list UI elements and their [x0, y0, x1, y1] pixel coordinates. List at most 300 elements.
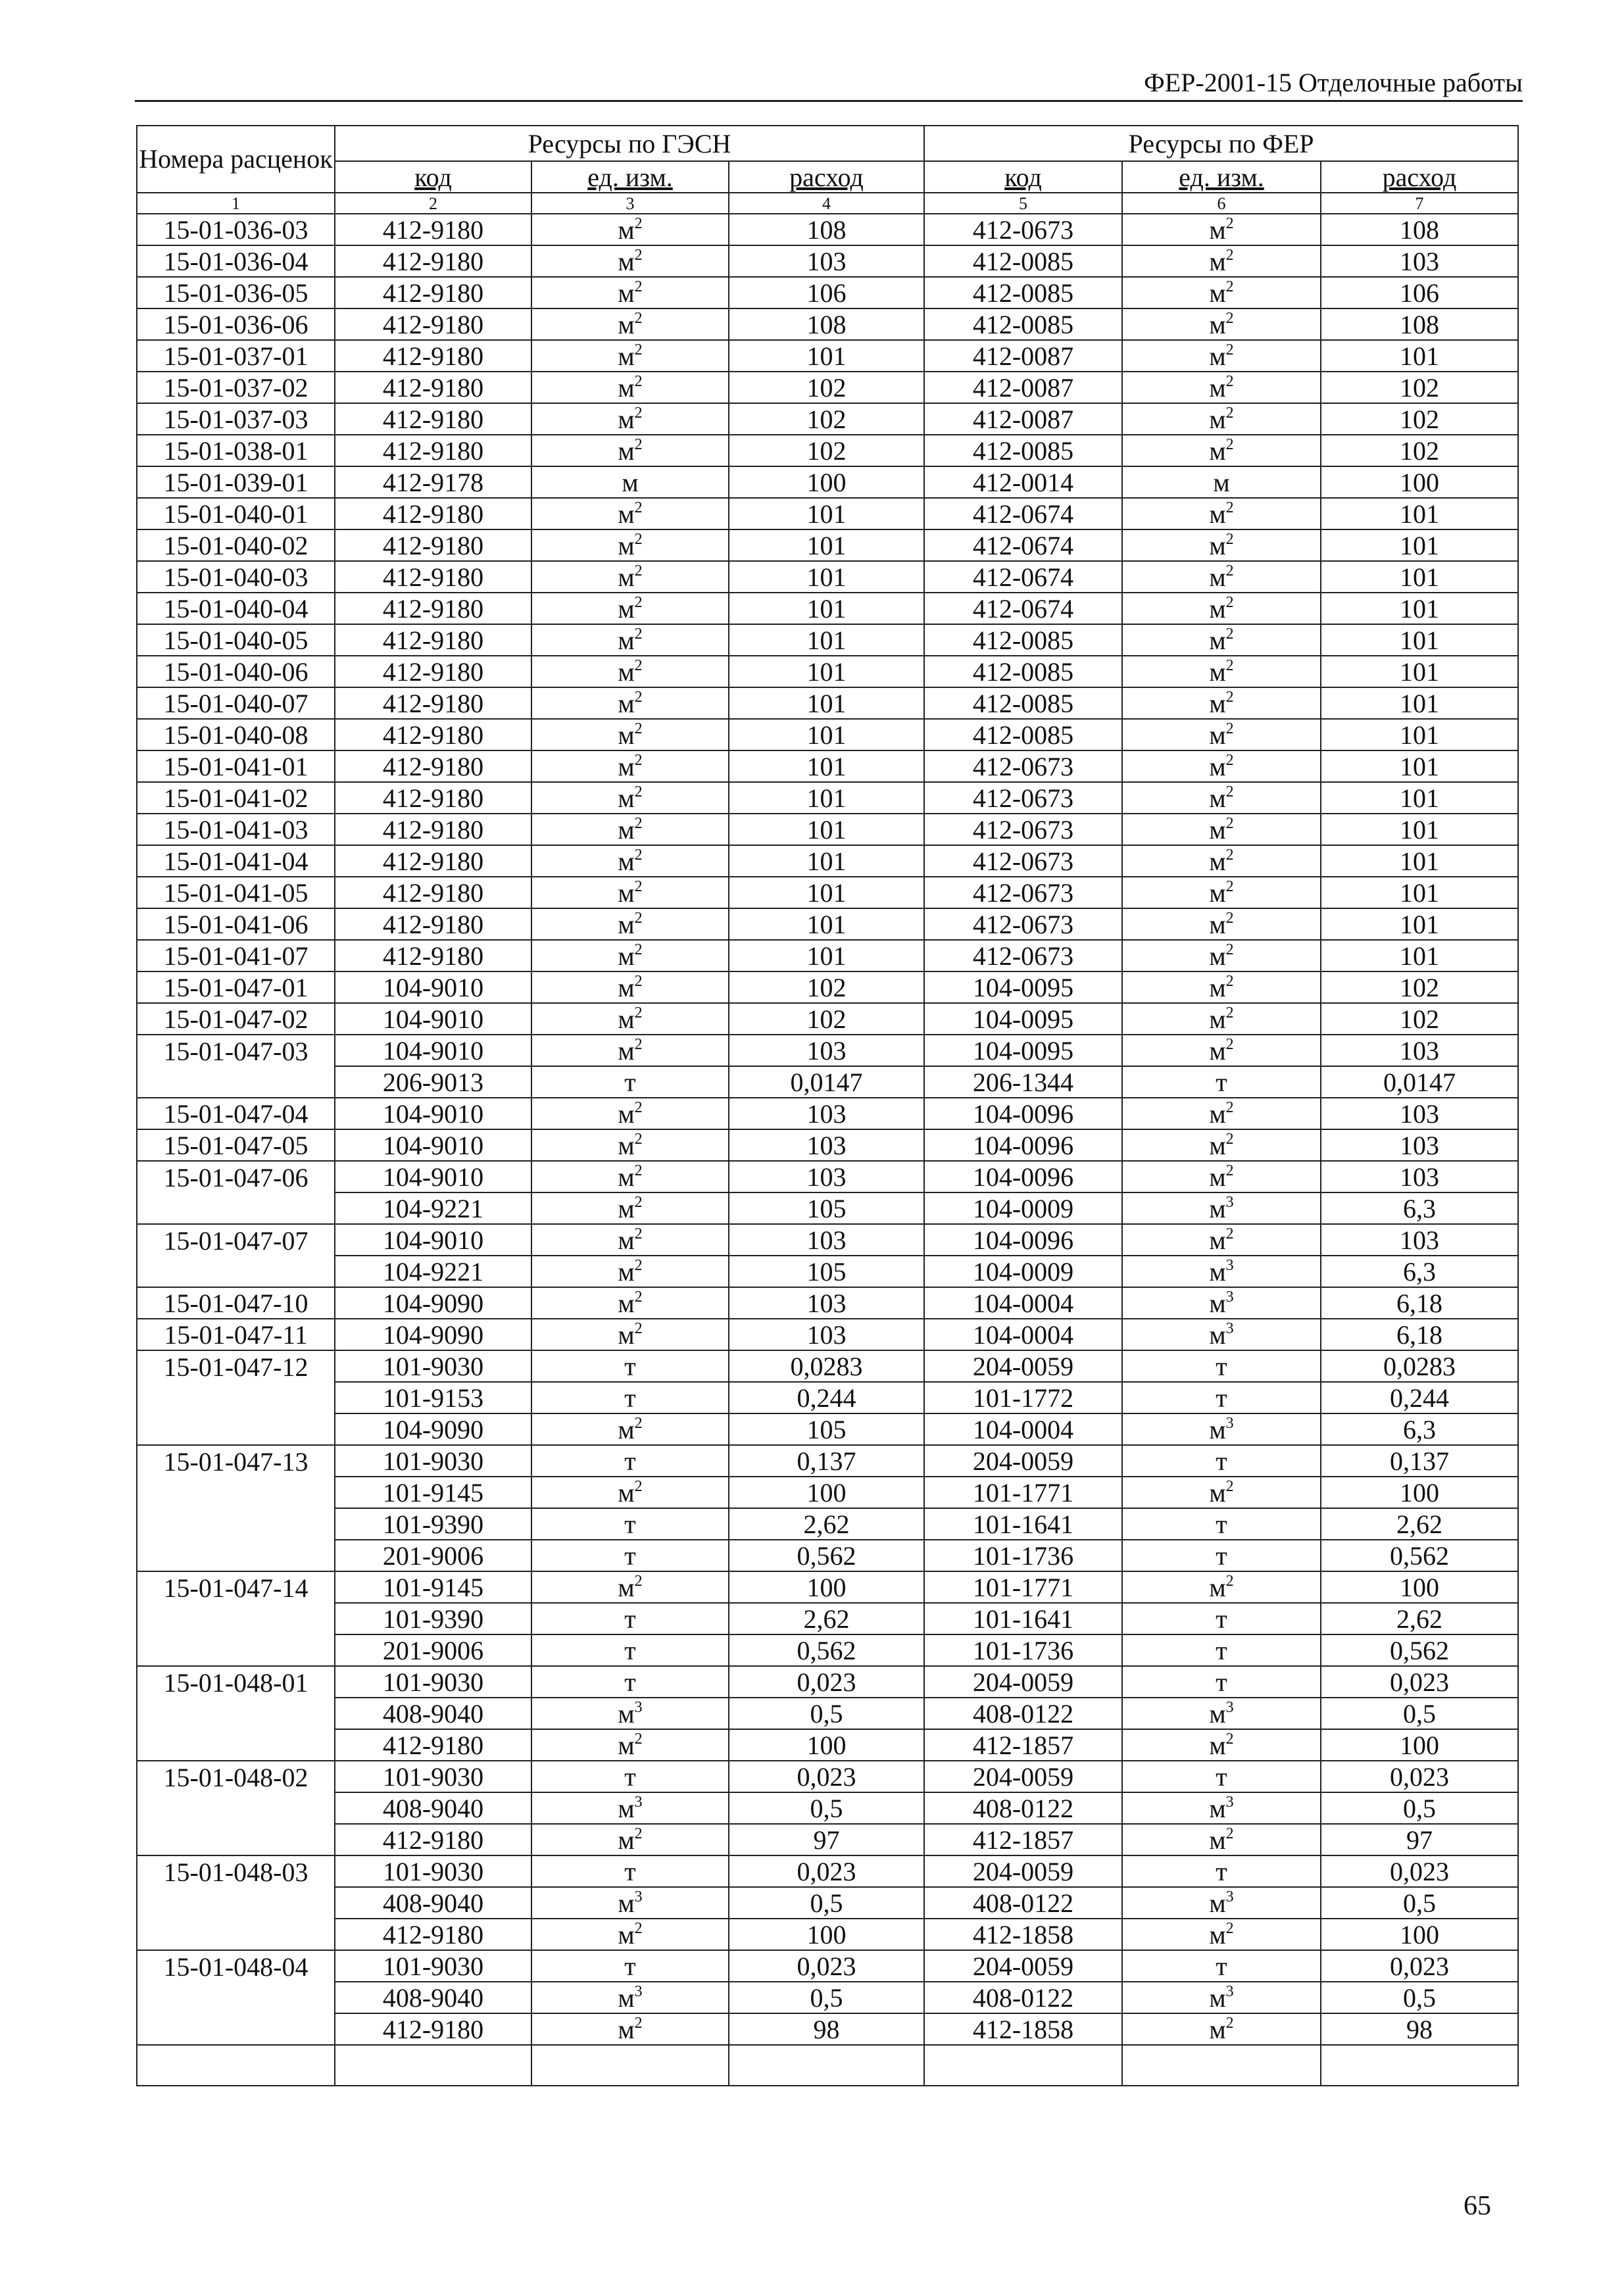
gesn-unit: [531, 1603, 729, 1634]
gesn-code: 101-9390: [335, 1508, 531, 1540]
gesn-amount: 106: [729, 277, 924, 308]
fer-unit: [1122, 1729, 1321, 1761]
gesn-unit: [531, 1824, 729, 1855]
unit-symbol: т: [624, 1352, 636, 1381]
gesn-code: 412-9180: [335, 308, 531, 340]
rate-number: 15-01-041-06: [137, 908, 335, 940]
fer-unit: [1122, 435, 1321, 466]
unit-symbol: т: [624, 1068, 636, 1097]
gesn-unit: [531, 1950, 729, 1982]
fer-amount: 0,023: [1321, 1855, 1518, 1887]
rate-number: [137, 1634, 335, 1666]
fer-code: 412-1857: [924, 1729, 1122, 1761]
table-row: [137, 940, 1518, 971]
table-row: [137, 971, 1518, 1003]
unit-symbol: м: [1209, 1573, 1226, 1602]
unit-exponent: 2: [634, 657, 643, 674]
gesn-amount: 101: [729, 940, 924, 971]
unit-symbol: м: [618, 1131, 635, 1160]
fer-code: 101-1641: [924, 1603, 1122, 1634]
fer-amount: 101: [1321, 529, 1518, 561]
fer-amount: 101: [1321, 719, 1518, 750]
unit-symbol: м: [618, 1225, 635, 1255]
gesn-unit: [531, 1666, 729, 1698]
unit-symbol: м: [1209, 626, 1226, 655]
fer-code: 204-0059: [924, 1666, 1122, 1698]
unit-symbol: м: [618, 341, 635, 371]
unit-exponent: 3: [1225, 1888, 1234, 1905]
fer-unit: [1122, 1508, 1321, 1540]
rate-number: 15-01-040-04: [137, 593, 335, 624]
fer-amount: 103: [1321, 1098, 1518, 1129]
unit-exponent: 2: [1225, 436, 1234, 453]
gesn-unit: [531, 435, 729, 466]
fer-code: 412-0087: [924, 372, 1122, 403]
empty-cell: [335, 2045, 531, 2086]
gesn-code: 104-9090: [335, 1319, 531, 1350]
table-row: [137, 308, 1518, 340]
unit-exponent: 3: [1225, 1320, 1234, 1337]
unit-exponent: 2: [1225, 247, 1234, 264]
table-row: [137, 1256, 1518, 1287]
fer-code: 104-0004: [924, 1413, 1122, 1445]
fer-amount: 101: [1321, 814, 1518, 845]
rate-number: 15-01-047-11: [137, 1319, 335, 1350]
unit-exponent: 2: [634, 1257, 643, 1274]
gesn-unit: [531, 529, 729, 561]
gesn-unit: [531, 719, 729, 750]
unit-symbol: м: [618, 1289, 635, 1318]
gesn-unit: [531, 498, 729, 529]
fer-amount: 2,62: [1321, 1603, 1518, 1634]
gesn-code: 104-9010: [335, 971, 531, 1003]
unit-exponent: 2: [634, 1825, 643, 1842]
table-row: [137, 1982, 1518, 2013]
unit-exponent: 2: [634, 878, 643, 895]
unit-exponent: 2: [1225, 1825, 1234, 1842]
fer-code: 408-0122: [924, 1698, 1122, 1729]
unit-exponent: 2: [1225, 1920, 1234, 1937]
unit-exponent: 2: [1225, 1036, 1234, 1053]
fer-unit: [1122, 1224, 1321, 1256]
gesn-amount: 101: [729, 782, 924, 814]
gesn-amount: 0,562: [729, 1540, 924, 1571]
fer-amount: 101: [1321, 940, 1518, 971]
unit-symbol: м: [1209, 1888, 1226, 1918]
fer-code: 104-0096: [924, 1161, 1122, 1192]
fer-code: 204-0059: [924, 1445, 1122, 1477]
gesn-code: 104-9221: [335, 1256, 531, 1287]
fer-unit: [1122, 1035, 1321, 1066]
unit-exponent: 2: [1225, 531, 1234, 548]
gesn-unit: [531, 1350, 729, 1382]
fer-amount: 103: [1321, 1129, 1518, 1161]
unit-symbol: м: [618, 1004, 635, 1034]
unit-exponent: 2: [634, 594, 643, 611]
unit-symbol: м: [1209, 215, 1226, 245]
table-row: [137, 1445, 1518, 1477]
gesn-amount: 101: [729, 877, 924, 908]
gesn-code: 412-9180: [335, 435, 531, 466]
column-number: 7: [1321, 193, 1518, 214]
gesn-code: 412-9180: [335, 1729, 531, 1761]
gesn-unit: [531, 940, 729, 971]
fer-unit: [1122, 1287, 1321, 1319]
table-row: [137, 687, 1518, 719]
unit-symbol: м: [1209, 531, 1226, 560]
unit-symbol: т: [1216, 1667, 1227, 1697]
unit-exponent: 2: [634, 1289, 643, 1306]
unit-symbol: м: [1209, 1162, 1226, 1192]
table-row: [137, 529, 1518, 561]
gesn-amount: 101: [729, 908, 924, 940]
unit-exponent: 2: [634, 1478, 643, 1495]
fer-code: 412-0085: [924, 245, 1122, 277]
rate-number: 15-01-048-04: [137, 1950, 335, 1982]
table-row: [137, 1666, 1518, 1698]
gesn-amount: 101: [729, 719, 924, 750]
gesn-amount: 103: [729, 1287, 924, 1319]
unit-exponent: 2: [634, 720, 643, 737]
unit-exponent: 2: [1225, 815, 1234, 832]
rate-number: [137, 1540, 335, 1571]
unit-symbol: т: [624, 1636, 636, 1665]
fer-amount: 100: [1321, 1729, 1518, 1761]
rate-number: 15-01-037-01: [137, 340, 335, 372]
fer-unit: [1122, 1919, 1321, 1950]
unit-symbol: м: [618, 689, 635, 718]
fer-unit: [1122, 1161, 1321, 1192]
column-number: 6: [1122, 193, 1321, 214]
rate-number: [137, 1477, 335, 1508]
unit-exponent: 2: [1225, 1573, 1234, 1590]
gesn-amount: 101: [729, 498, 924, 529]
unit-symbol: т: [1216, 1604, 1227, 1634]
fer-amount: 106: [1321, 277, 1518, 308]
fer-code: 206-1344: [924, 1066, 1122, 1098]
unit-symbol: м: [618, 720, 635, 750]
gesn-code: 408-9040: [335, 1982, 531, 2013]
column-number: 5: [924, 193, 1122, 214]
unit-exponent: 2: [1225, 626, 1234, 643]
fer-code: 101-1771: [924, 1477, 1122, 1508]
table-row: [137, 719, 1518, 750]
fer-code: 412-0674: [924, 593, 1122, 624]
gesn-amount: 0,023: [729, 1761, 924, 1792]
gesn-amount: 103: [729, 245, 924, 277]
gesn-unit: [531, 593, 729, 624]
unit-exponent: 2: [634, 1194, 643, 1211]
fer-code: 104-0096: [924, 1098, 1122, 1129]
unit-symbol: м: [1209, 373, 1226, 403]
unit-exponent: 2: [1225, 1225, 1234, 1242]
gesn-code: 412-9180: [335, 2013, 531, 2045]
gesn-unit: [531, 1887, 729, 1919]
unit-symbol: м: [1209, 941, 1226, 971]
fer-code: 101-1641: [924, 1508, 1122, 1540]
unit-exponent: 3: [634, 1983, 643, 2000]
unit-exponent: 2: [634, 973, 643, 990]
gesn-code: 412-9180: [335, 561, 531, 593]
header-gesn-code: код: [335, 161, 531, 193]
gesn-amount: 108: [729, 308, 924, 340]
fer-code: 204-0059: [924, 1950, 1122, 1982]
unit-symbol: т: [624, 1762, 636, 1792]
unit-exponent: 2: [1225, 215, 1234, 232]
fer-code: 412-0085: [924, 308, 1122, 340]
gesn-amount: 0,0147: [729, 1066, 924, 1098]
table-row: [137, 1192, 1518, 1224]
fer-unit: [1122, 1855, 1321, 1887]
unit-symbol: т: [1216, 1762, 1227, 1792]
unit-exponent: 2: [634, 1920, 643, 1937]
fer-amount: 0,023: [1321, 1666, 1518, 1698]
gesn-unit: [531, 845, 729, 877]
unit-symbol: т: [624, 1952, 636, 1981]
fer-code: 412-0673: [924, 877, 1122, 908]
gesn-code: 206-9013: [335, 1066, 531, 1098]
unit-symbol: м: [618, 910, 635, 939]
unit-symbol: т: [624, 1541, 636, 1571]
gesn-amount: 105: [729, 1192, 924, 1224]
unit-symbol: м: [1209, 341, 1226, 371]
unit-symbol: м: [1209, 752, 1226, 781]
gesn-amount: 0,5: [729, 1698, 924, 1729]
unit-symbol: м: [618, 657, 635, 687]
gesn-code: 104-9010: [335, 1003, 531, 1035]
table-row: [137, 656, 1518, 687]
rate-number: [137, 1982, 335, 2013]
fer-unit: [1122, 340, 1321, 372]
gesn-unit: [531, 1571, 729, 1603]
fer-code: 412-0673: [924, 908, 1122, 940]
fer-code: 104-0009: [924, 1256, 1122, 1287]
fer-unit: [1122, 1129, 1321, 1161]
rate-number: [137, 1824, 335, 1855]
gesn-code: 412-9178: [335, 466, 531, 498]
table-row: [137, 1129, 1518, 1161]
rate-number: 15-01-041-07: [137, 940, 335, 971]
gesn-code: 412-9180: [335, 277, 531, 308]
table-row: [137, 1035, 1518, 1066]
unit-symbol: м: [1209, 1320, 1226, 1350]
gesn-unit: [531, 624, 729, 656]
unit-symbol: м: [618, 1194, 635, 1223]
unit-exponent: 2: [634, 531, 643, 548]
fer-amount: 0,023: [1321, 1761, 1518, 1792]
rate-number: 15-01-036-04: [137, 245, 335, 277]
gesn-code: 412-9180: [335, 782, 531, 814]
header-fer-group: Ресурсы по ФЕР: [924, 126, 1518, 161]
unit-symbol: т: [624, 1604, 636, 1634]
gesn-amount: 101: [729, 529, 924, 561]
gesn-unit: [531, 277, 729, 308]
fer-code: 412-0014: [924, 466, 1122, 498]
gesn-unit: [531, 2013, 729, 2045]
fer-amount: 108: [1321, 308, 1518, 340]
unit-symbol: м: [618, 1573, 635, 1602]
unit-exponent: 3: [634, 1888, 643, 1905]
unit-symbol: м: [618, 847, 635, 876]
unit-symbol: м: [618, 1320, 635, 1350]
unit-symbol: м: [1209, 1415, 1226, 1444]
unit-symbol: м: [618, 405, 635, 434]
column-number: 3: [531, 193, 729, 214]
gesn-code: 412-9180: [335, 845, 531, 877]
gesn-code: 101-9145: [335, 1571, 531, 1603]
gesn-code: 101-9145: [335, 1477, 531, 1508]
rate-number: 15-01-047-14: [137, 1571, 335, 1603]
unit-symbol: т: [624, 1446, 636, 1476]
fer-unit: [1122, 782, 1321, 814]
fer-unit: [1122, 561, 1321, 593]
empty-cell: [1321, 2045, 1518, 2086]
fer-code: 101-1736: [924, 1634, 1122, 1666]
fer-amount: 0,562: [1321, 1540, 1518, 1571]
unit-exponent: 2: [1225, 1478, 1234, 1495]
fer-code: 101-1772: [924, 1382, 1122, 1413]
gesn-unit: [531, 656, 729, 687]
gesn-amount: 103: [729, 1098, 924, 1129]
gesn-amount: 101: [729, 687, 924, 719]
unit-symbol: м: [618, 1162, 635, 1192]
unit-symbol: м: [1209, 973, 1226, 1002]
unit-exponent: 2: [1225, 783, 1234, 800]
rate-number: [137, 1919, 335, 1950]
fer-amount: 101: [1321, 561, 1518, 593]
table-row: [137, 1287, 1518, 1319]
table-row: [137, 403, 1518, 435]
rate-number: [137, 2013, 335, 2045]
unit-symbol: м: [618, 310, 635, 339]
fer-amount: 0,5: [1321, 1887, 1518, 1919]
unit-exponent: 2: [634, 562, 643, 579]
unit-exponent: 2: [634, 1415, 643, 1432]
gesn-code: 104-9010: [335, 1224, 531, 1256]
table-row: [137, 1950, 1518, 1982]
fer-amount: 6,3: [1321, 1256, 1518, 1287]
unit-exponent: 2: [634, 1731, 643, 1748]
fer-unit: [1122, 687, 1321, 719]
rate-number: 15-01-037-03: [137, 403, 335, 435]
page-number: 65: [1464, 2191, 1491, 2221]
fer-unit: [1122, 908, 1321, 940]
unit-exponent: 2: [634, 626, 643, 643]
table-row: [137, 782, 1518, 814]
unit-symbol: м: [1209, 1731, 1226, 1760]
rate-number: [137, 1192, 335, 1224]
fer-unit: [1122, 308, 1321, 340]
fer-code: 408-0122: [924, 1792, 1122, 1824]
fer-code: 412-1857: [924, 1824, 1122, 1855]
unit-exponent: 2: [1225, 562, 1234, 579]
fer-amount: 0,5: [1321, 1698, 1518, 1729]
unit-exponent: 2: [1225, 878, 1234, 895]
gesn-unit: [531, 1192, 729, 1224]
unit-symbol: м: [1209, 1131, 1226, 1160]
table-row: [137, 814, 1518, 845]
gesn-unit: [531, 1508, 729, 1540]
rate-number: 15-01-040-02: [137, 529, 335, 561]
rate-number: 15-01-047-05: [137, 1129, 335, 1161]
empty-cell: [1122, 2045, 1321, 2086]
fer-amount: 101: [1321, 908, 1518, 940]
unit-exponent: 2: [634, 689, 643, 706]
unit-exponent: 2: [1225, 689, 1234, 706]
gesn-unit: [531, 214, 729, 245]
unit-exponent: 3: [634, 1794, 643, 1811]
fer-amount: 101: [1321, 593, 1518, 624]
gesn-unit: [531, 1035, 729, 1066]
page-header: [135, 66, 1523, 102]
gesn-code: 412-9180: [335, 687, 531, 719]
unit-exponent: 2: [1225, 1004, 1234, 1021]
fer-code: 101-1771: [924, 1571, 1122, 1603]
unit-symbol: м: [1209, 594, 1226, 624]
gesn-code: 101-9390: [335, 1603, 531, 1634]
table-row: [137, 1603, 1518, 1634]
unit-symbol: м: [618, 436, 635, 466]
table-row: [137, 372, 1518, 403]
rate-number: 15-01-036-03: [137, 214, 335, 245]
gesn-code: 101-9153: [335, 1382, 531, 1413]
fer-unit: [1122, 1982, 1321, 2013]
fer-amount: 0,244: [1321, 1382, 1518, 1413]
table-row: [137, 877, 1518, 908]
unit-symbol: м: [618, 1794, 635, 1823]
fer-amount: 103: [1321, 1035, 1518, 1066]
gesn-amount: 101: [729, 656, 924, 687]
gesn-unit: [531, 687, 729, 719]
unit-symbol: м: [618, 2015, 635, 2044]
fer-unit: [1122, 1571, 1321, 1603]
gesn-amount: 101: [729, 624, 924, 656]
unit-exponent: 3: [1225, 1289, 1234, 1306]
unit-symbol: т: [1216, 1383, 1227, 1413]
unit-exponent: 2: [634, 1099, 643, 1116]
unit-exponent: 2: [634, 815, 643, 832]
unit-symbol: м: [618, 973, 635, 1002]
fer-amount: 101: [1321, 750, 1518, 782]
gesn-unit: [531, 1413, 729, 1445]
gesn-code: 201-9006: [335, 1540, 531, 1571]
unit-symbol: м: [618, 531, 635, 560]
unit-exponent: 2: [634, 215, 643, 232]
header-gesn-group: Ресурсы по ГЭСН: [335, 126, 924, 161]
table-row: [137, 1066, 1518, 1098]
column-number: 2: [335, 193, 531, 214]
unit-symbol: т: [1216, 1068, 1227, 1097]
gesn-amount: 100: [729, 1729, 924, 1761]
fer-code: 104-0095: [924, 1003, 1122, 1035]
fer-code: 412-0673: [924, 940, 1122, 971]
gesn-unit: [531, 1224, 729, 1256]
gesn-unit: [531, 1445, 729, 1477]
rate-number: [137, 1256, 335, 1287]
fer-code: 204-0059: [924, 1350, 1122, 1382]
fer-unit: [1122, 1098, 1321, 1129]
unit-symbol: м: [1209, 1004, 1226, 1034]
table-row: [137, 1319, 1518, 1350]
gesn-amount: 100: [729, 1919, 924, 1950]
rate-number: 15-01-041-03: [137, 814, 335, 845]
table-row: [137, 2013, 1518, 2045]
unit-symbol: м: [1209, 1983, 1226, 2013]
gesn-unit: [531, 1287, 729, 1319]
gesn-unit: [531, 372, 729, 403]
unit-symbol: т: [624, 1857, 636, 1886]
rate-number: 15-01-047-01: [137, 971, 335, 1003]
